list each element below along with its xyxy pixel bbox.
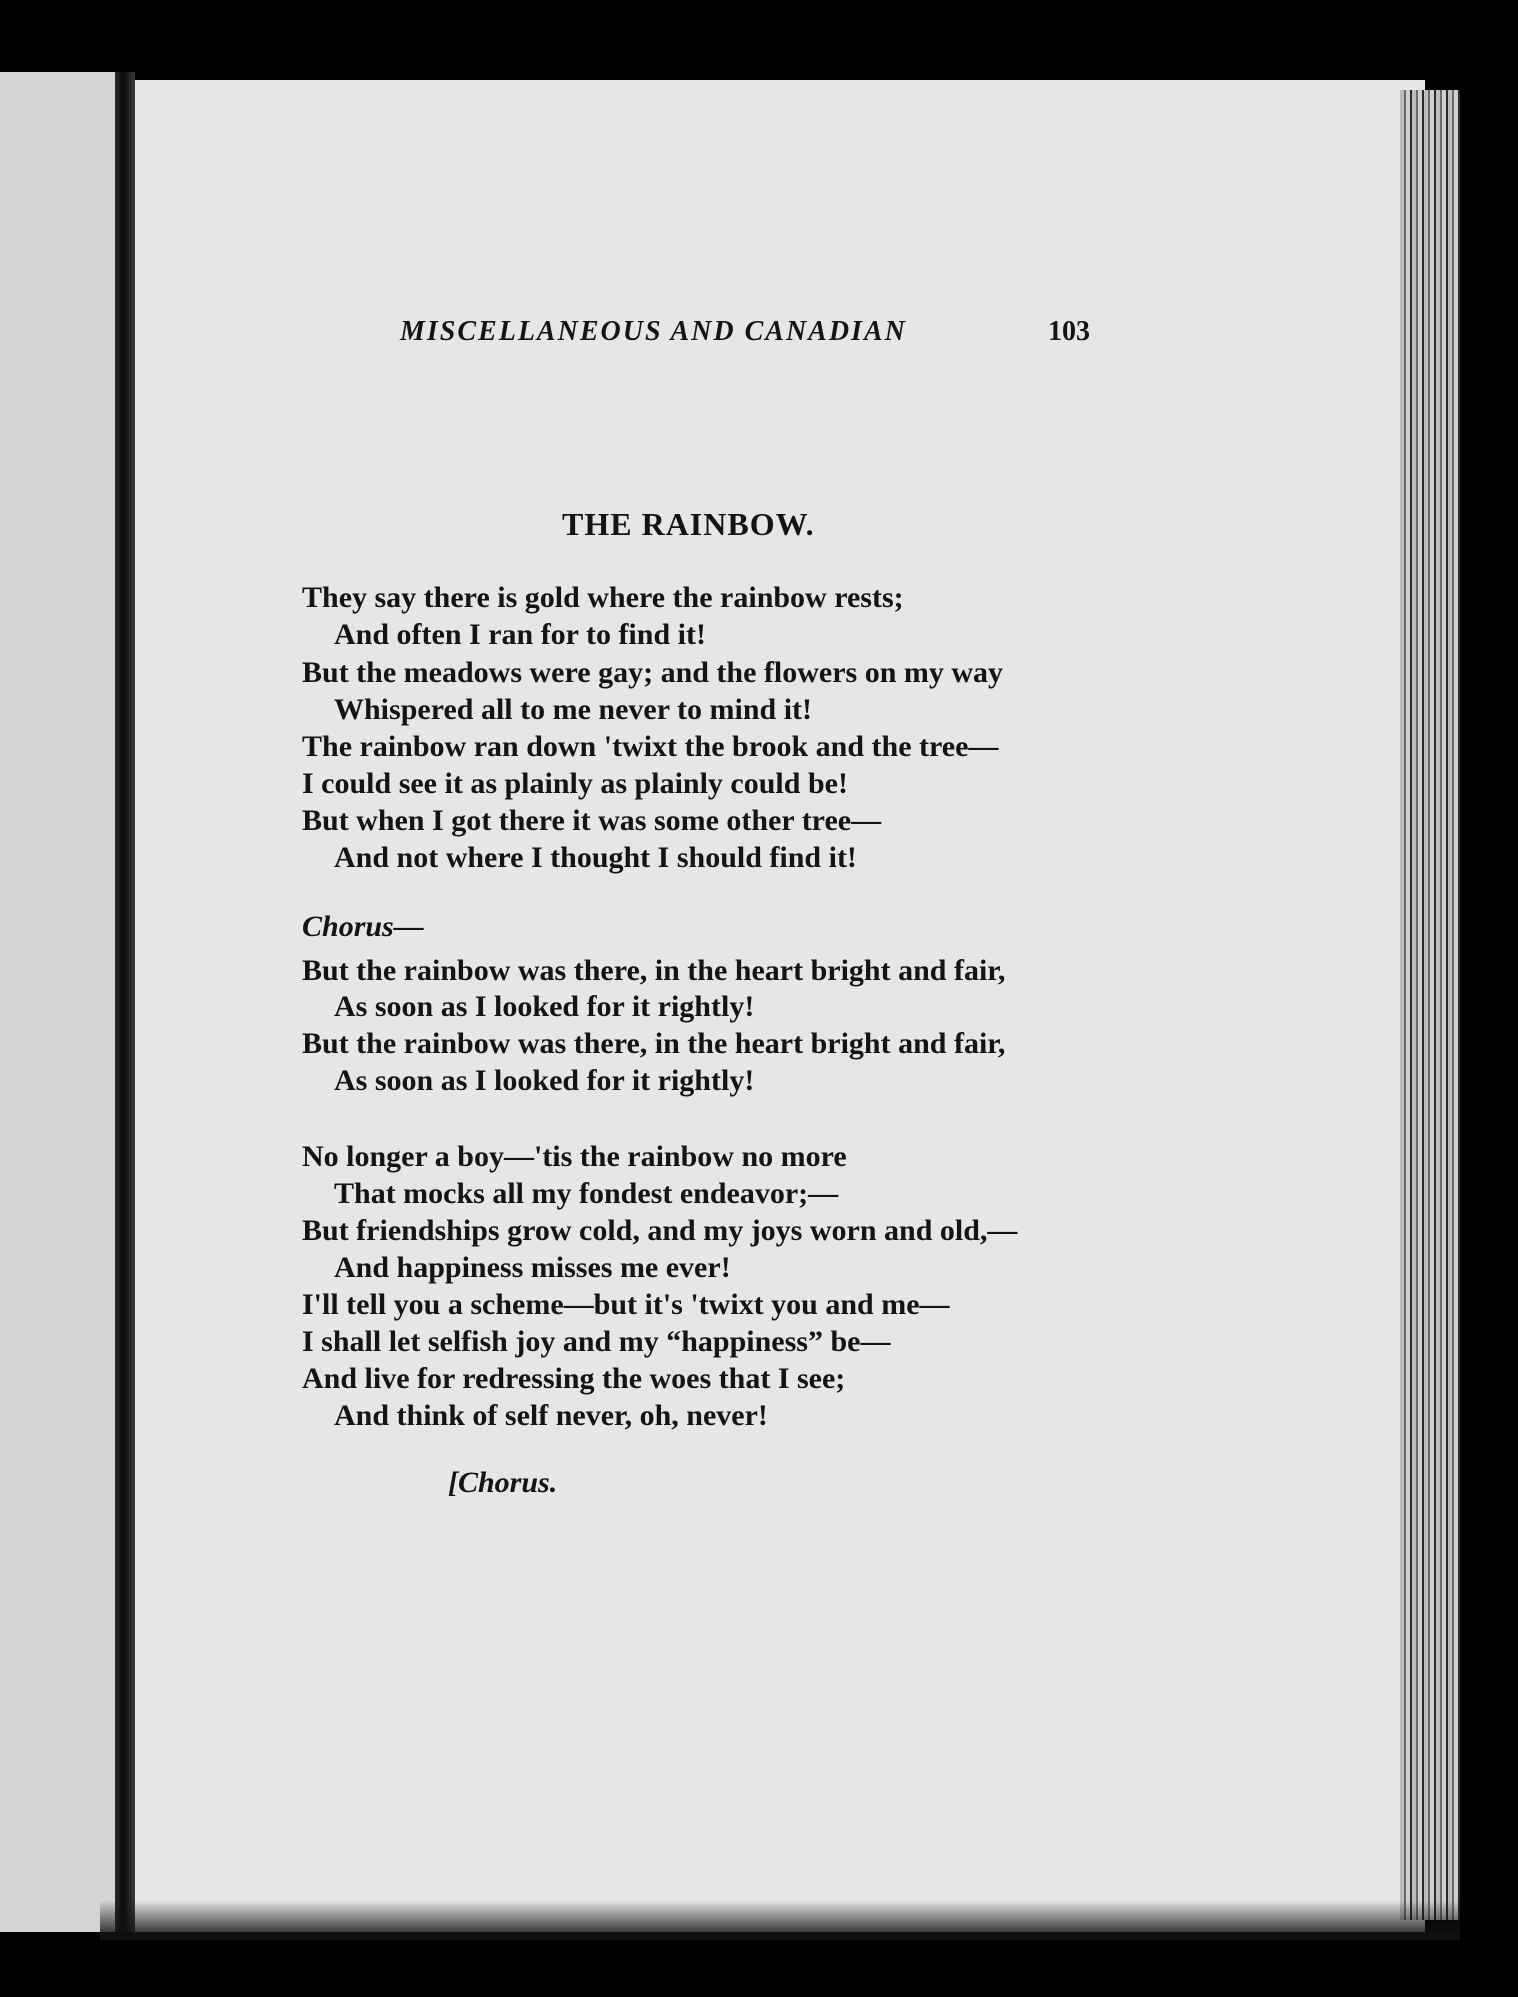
chorus-line: As soon as I looked for it rightly! <box>334 990 755 1023</box>
poem-line: And live for redressing the woes that I see; <box>302 1362 846 1395</box>
chorus-line: But the rainbow was there, in the heart bright and fair, <box>302 1027 1006 1060</box>
poem-line: The rainbow ran down 'twixt the brook and the tree— <box>302 730 999 763</box>
bottom-shadow <box>100 1900 1460 1940</box>
chorus-line: But the rainbow was there, in the heart bright and fair, <box>302 954 1006 987</box>
chorus-label: Chorus— <box>302 910 424 943</box>
running-head: MISCELLANEOUS AND CANADIAN <box>400 316 907 347</box>
poem-line: But when I got there it was some other tree— <box>302 804 882 837</box>
poem-line: But friendships grow cold, and my joys worn and old,— <box>302 1214 1018 1247</box>
poem-line: No longer a boy—'tis the rainbow no more <box>302 1140 847 1173</box>
poem-line: They say there is gold where the rainbow rests; <box>302 581 904 614</box>
right-page <box>135 80 1425 1932</box>
chorus-reference: [Chorus. <box>448 1466 558 1499</box>
poem-line: And not where I thought I should find it! <box>334 841 857 874</box>
poem-line: That mocks all my fondest endeavor;— <box>334 1177 839 1210</box>
poem-line: And often I ran for to find it! <box>334 618 706 651</box>
book-spine <box>115 72 135 1932</box>
chorus-line: As soon as I looked for it rightly! <box>334 1064 755 1097</box>
poem-title: THE RAINBOW. <box>562 506 815 542</box>
poem-line: But the meadows were gay; and the flowers on my way <box>302 656 1004 689</box>
page-number: 103 <box>1048 316 1090 347</box>
poem-line: And think of self never, oh, never! <box>334 1399 768 1432</box>
poem-line: And happiness misses me ever! <box>334 1251 731 1284</box>
poem-line: I'll tell you a scheme—but it's 'twixt you and me— <box>302 1288 950 1321</box>
poem-line: I could see it as plainly as plainly could be! <box>302 767 848 800</box>
poem-line: I shall let selfish joy and my “happiness” be— <box>302 1325 891 1358</box>
left-page-edge <box>0 72 122 1932</box>
page-edges <box>1400 90 1460 1920</box>
poem-line: Whispered all to me never to mind it! <box>334 693 813 726</box>
